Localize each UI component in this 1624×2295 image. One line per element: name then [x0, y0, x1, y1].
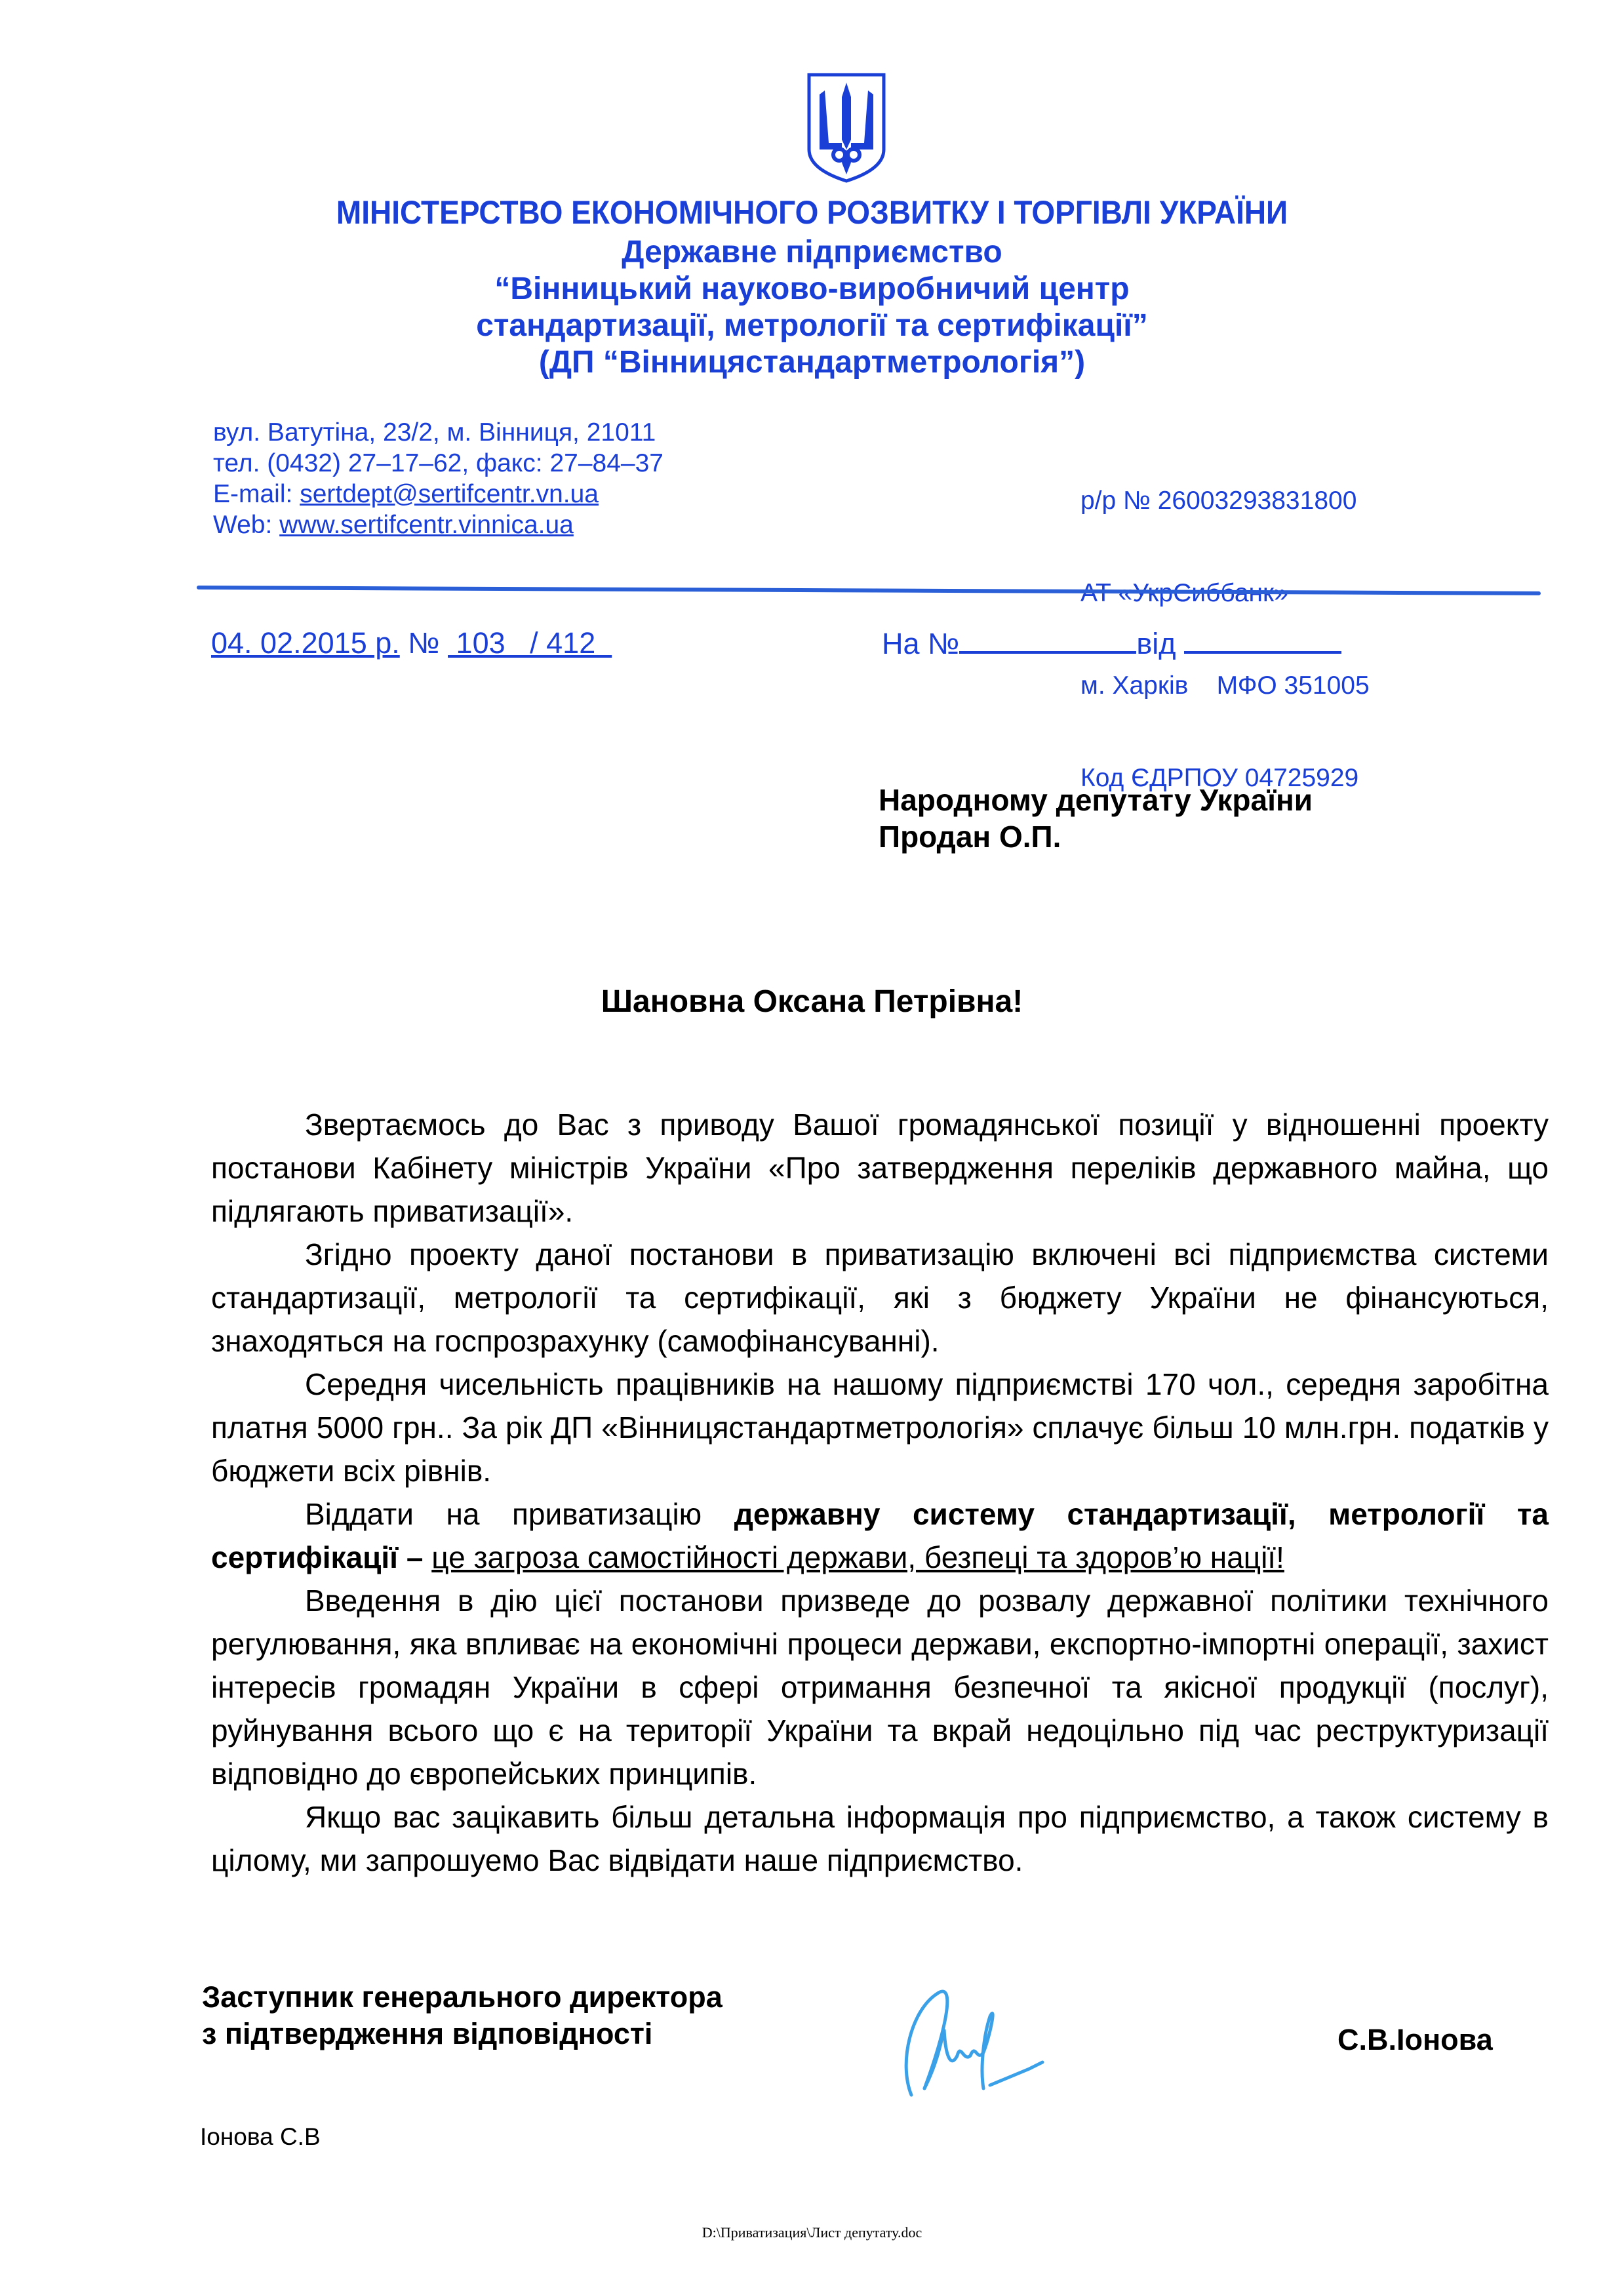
salutation: Шановна Оксана Петрівна!	[601, 984, 1023, 1019]
signer-name: С.В.Іонова	[1337, 2023, 1493, 2056]
incoming-reference	[882, 626, 1341, 661]
bank-city-mfo: м. Харків МФО 351005	[1080, 671, 1370, 700]
web-row	[213, 509, 663, 540]
executor-name: Іонова С.В	[200, 2123, 321, 2150]
handwritten-signature-icon	[872, 1964, 1147, 2115]
enterprise-name-line1: “Вінницький науково-виробничий центр	[494, 271, 1130, 306]
coat-of-arms-icon	[805, 71, 888, 185]
ministry-title: МІНІСТЕРСТВО ЕКОНОМІЧНОГО РОЗВИТКУ І ТОРГІВЛІ УКРАЇНИ	[336, 194, 1288, 231]
enterprise-type: Державне підприємство	[622, 235, 1002, 269]
p4-bold: державну систему стандартизації, метрології та сертифікації –	[211, 1497, 1549, 1574]
enterprise-short-name: (ДП “Вінницястандартметрологія”)	[538, 345, 1086, 380]
reply-from-label: від	[1136, 627, 1176, 660]
edrpou-code: Код ЄДРПОУ 04725929	[1080, 764, 1359, 792]
reply-number-blank	[959, 626, 1136, 654]
p4-start: Віддати на приватизацію	[305, 1497, 734, 1531]
email-label: E-mail:	[213, 480, 300, 508]
paragraph-4	[211, 1492, 1549, 1579]
addressee-title: Народному депутату України	[879, 783, 1313, 817]
phone-fax: тел. (0432) 27–17–62, факс: 27–84–37	[213, 449, 663, 477]
reply-number-label: На №	[882, 627, 960, 660]
paragraph-6: Якщо вас зацікавить більш детальна інформація про підприємство, а також систему в цілому, ми запрошуемо Вас відвідати наше підприємство.	[211, 1800, 1549, 1877]
enterprise-name-line2: стандартизації, метрології та сертифікації”	[476, 308, 1148, 343]
contact-block	[213, 417, 663, 540]
letter-body	[211, 1103, 1549, 1882]
address: вул. Ватутіна, 23/2, м. Вінниця, 21011	[213, 418, 656, 447]
addressee-name: Продан О.П.	[879, 820, 1061, 854]
web-label: Web:	[213, 511, 280, 539]
paragraph-5: Введення в дію цієї постанови призведе до розвалу державної політики технічного регулювання, яка впливає на економічні процеси держави, експортно-імпортні операції, захист інтересів громадян України в сфері отримання безпечної та якісної продукції (послуг), руйнування всього що є на території України та вкрай недоцільно під час реструктуризації відповідно до європейських принципів.	[211, 1584, 1549, 1791]
paragraph-1: Звертаємось до Вас з приводу Вашої громадянської позиції у відношенні проекту постанови Кабінету міністрів України «Про затвердження переліків державного майна, що підлягають приватизації».	[211, 1108, 1549, 1228]
outgoing-reference	[211, 626, 612, 660]
signatory-position	[202, 1979, 723, 2052]
email-row	[213, 479, 663, 509]
document-file-path: D:\Приватизация\Лист депутату.doc	[702, 2224, 922, 2241]
reply-date-blank	[1184, 626, 1341, 654]
position-line2: з підтвердження відповідності	[202, 2017, 653, 2050]
web-link[interactable]: www.sertifcentr.vinnica.ua	[279, 511, 574, 539]
addressee	[879, 782, 1313, 855]
position-line1: Заступник генерального директора	[202, 1980, 723, 2014]
letter-date: 04. 02.2015 р.	[211, 626, 400, 660]
email-link[interactable]: sertdept@sertifcentr.vn.ua	[300, 480, 599, 508]
letter-number: 103 / 412	[448, 626, 612, 660]
p4-underlined: це загроза самостійності держави, безпеці та здоров’ю нації!	[431, 1540, 1284, 1574]
bank-account: р/р № 26003293831800	[1080, 487, 1357, 515]
paragraph-2: Згідно проекту даної постанови в приватизацію включені всі підприємства системи стандартизації, метрології та сертифікації, які з бюджету України не фінансуються, знаходяться на госпрозрахунку (самофінансуванні).	[211, 1237, 1549, 1358]
number-label: №	[399, 626, 448, 660]
bank-details	[1080, 424, 1370, 824]
paragraph-3: Середня чисельність працівників на нашому підприємстві 170 чол., середня заробітна платня 5000 грн.. За рік ДП «Вінницястандартметрологія» сплачує більш 10 млн.грн. податків у бюджети всіх рівнів.	[211, 1367, 1549, 1488]
